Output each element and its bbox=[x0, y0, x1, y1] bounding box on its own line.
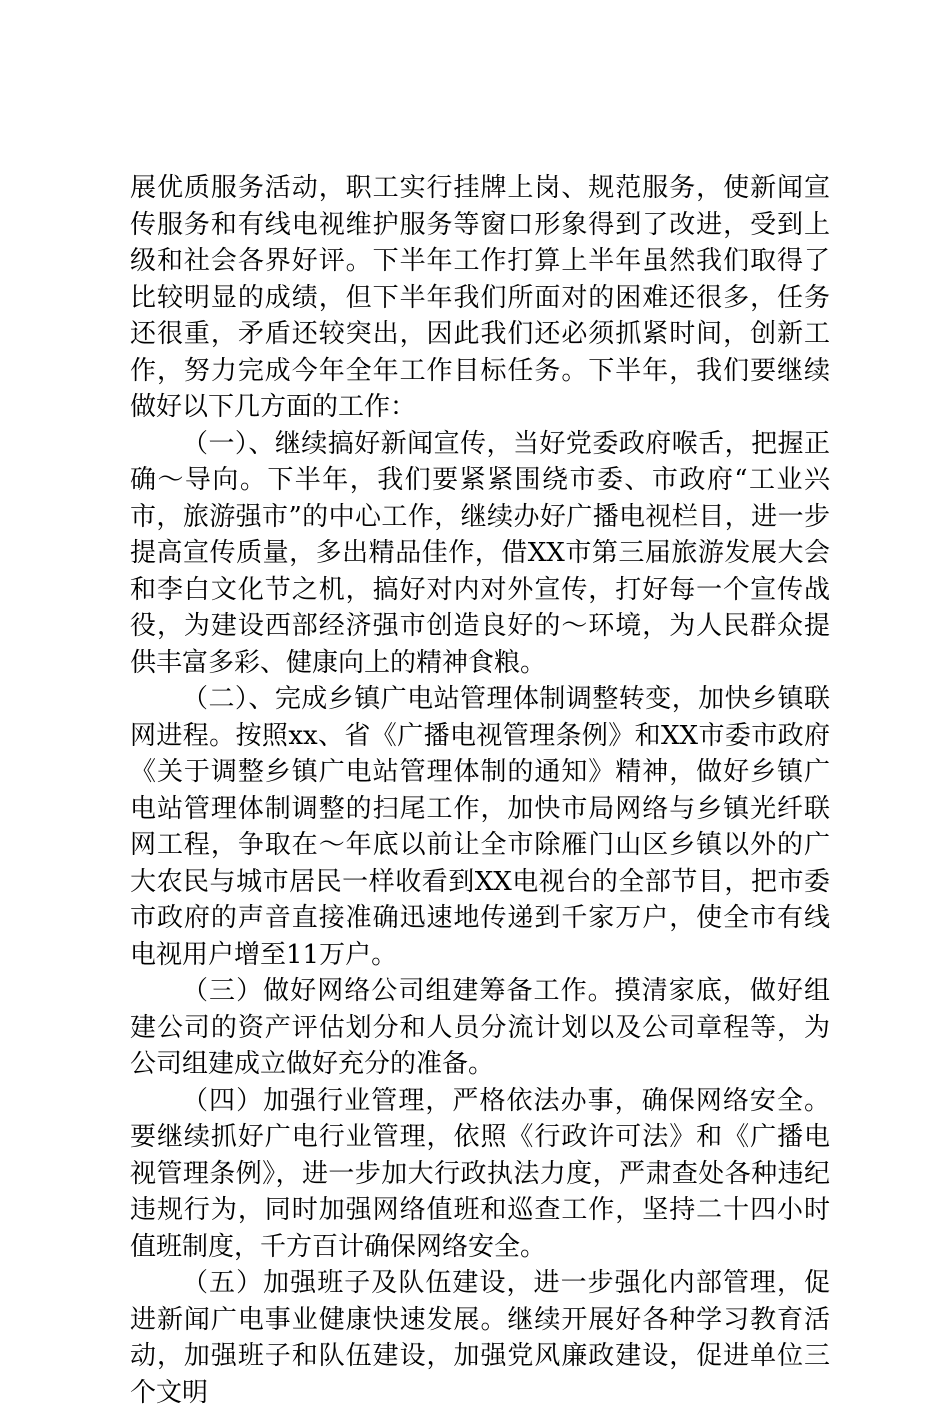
paragraph-township-network: （二）、完成乡镇广电站管理体制调整转变，加快乡镇联网进程。按照xx、省《广播电视管理条例》和XX市委市政府《关于调整乡镇广电站管理体制的通知》精神，做好乡镇广电站管理体制调整的扫尾工作，加快市局网络与乡镇光纤联网工程，争取在～年底以前让全市除雁门山区乡镇以外的广大农民与城市居民一样收看到XX电视台的全部节目，把市委市政府的声音直接准确迅速地传递到千家万户，使全市有线电视用户增至11万户。 bbox=[130, 684, 830, 970]
paragraph-news-publicity: （一）、继续搞好新闻宣传，当好党委政府喉舌，把握正确～导向。下半年，我们要紧紧围绕市委、市政府“工业兴市，旅游强市”的中心工作，继续办好广播电视栏目，进一步提高宣传质量，多出精品佳作，借XX市第三届旅游发展大会和李白文化节之机，搞好对内对外宣传，打好每一个宣传战役，为建设西部经济强市创造良好的～环境，为人民群众提供丰富多彩、健康向上的精神食粮。 bbox=[130, 428, 830, 678]
paragraph-network-company: （三）做好网络公司组建筹备工作。摸清家底，做好组建公司的资产评估划分和人员分流计划以及公司章程等，为公司组建成立做好充分的准备。 bbox=[130, 976, 830, 1079]
paragraph-industry-management: （四）加强行业管理，严格依法办事，确保网络安全。要继续抓好广电行业管理，依照《行政许可法》和《广播电视管理条例》，进一步加大行政执法力度，严肃查处各种违纪违规行为，同时加强网络值班和巡查工作，坚持二十四小时值班制度，千方百计确保网络安全。 bbox=[130, 1085, 830, 1262]
paragraph-continuation: 展优质服务活动，职工实行挂牌上岗、规范服务，使新闻宣传服务和有线电视维护服务等窗口形象得到了改进，受到上级和社会各界好评。下半年工作打算上半年虽然我们取得了比较明显的成绩，但下半年我们所面对的困难还很多，任务还很重，矛盾还较突出，因此我们还必须抓紧时间，创新工作，努力完成今年全年工作目标任务。下半年，我们要继续做好以下几方面的工作： bbox=[130, 173, 830, 422]
paragraph-team-building: （五）加强班子及队伍建设，进一步强化内部管理，促进新闻广电事业健康快速发展。继续开展好各种学习教育活动，加强班子和队伍建设，加强党风廉政建设，促进单位三个文明 bbox=[130, 1268, 830, 1408]
document-body bbox=[130, 170, 830, 1411]
